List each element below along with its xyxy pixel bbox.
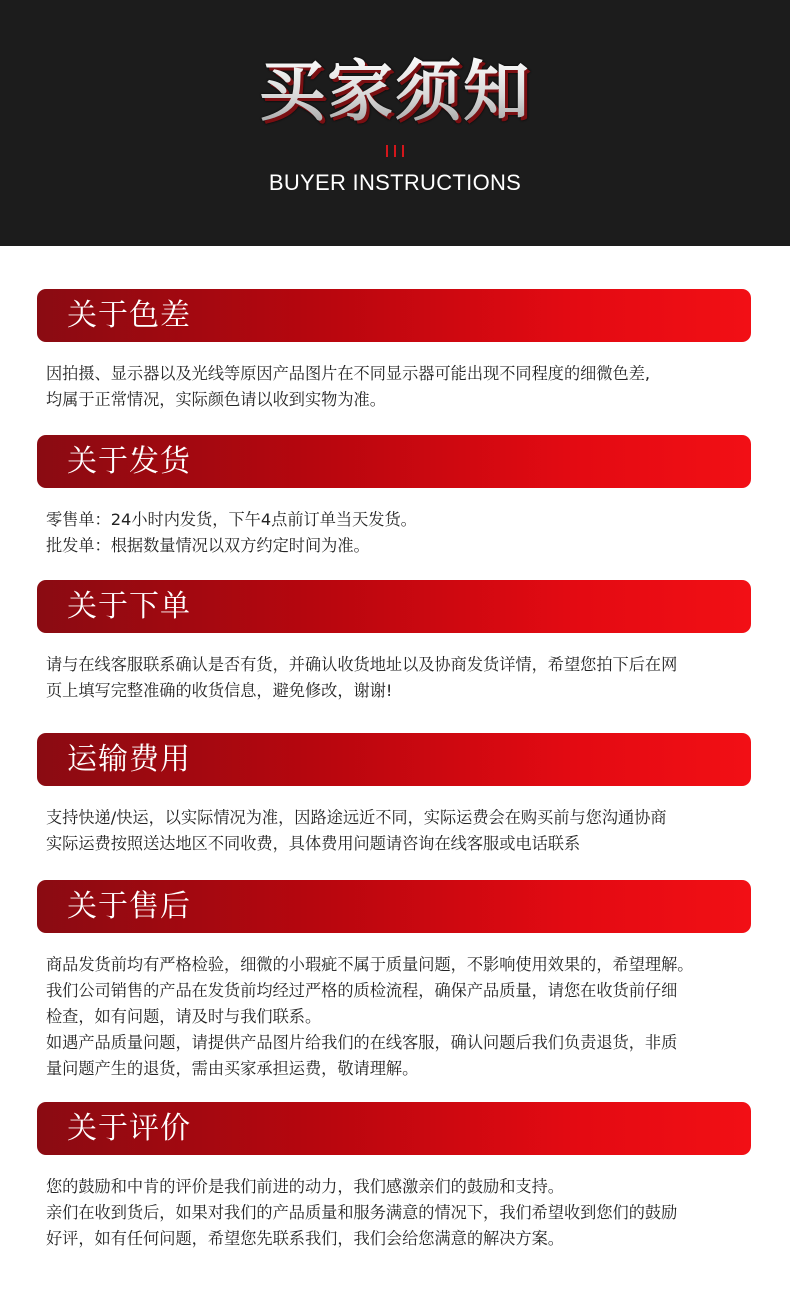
section-header	[37, 1102, 751, 1155]
section-body	[37, 1174, 767, 1252]
page-title: 买家须知	[0, 52, 790, 132]
section-header	[37, 580, 751, 633]
body-line: 均属于正常情况，实际颜色请以收到实物为准。	[46, 390, 386, 409]
section-reviews	[37, 1102, 751, 1252]
section-title: 关于发货	[67, 444, 191, 479]
section-title: 关于下单	[67, 589, 191, 624]
body-line: 好评，如有任何问题，希望您先联系我们，我们会给您满意的解决方案。	[46, 1229, 564, 1248]
section-header	[37, 435, 751, 488]
section-body	[37, 952, 767, 1082]
decorative-divider-icon	[386, 145, 404, 157]
section-shipping-cost	[37, 733, 751, 857]
body-line: 批发单：根据数量情况以双方约定时间为准。	[46, 536, 370, 555]
section-after-sales	[37, 880, 751, 1082]
body-line: 商品发货前均有严格检验，细微的小瑕疵不属于质量问题，不影响使用效果的，希望理解。	[46, 955, 694, 974]
section-header	[37, 880, 751, 933]
body-line: 页上填写完整准确的收货信息，避免修改，谢谢!	[46, 681, 393, 700]
body-line: 请与在线客服联系确认是否有货，并确认收货地址以及协商发货详情，希望您拍下后在网	[46, 655, 678, 674]
body-line: 量问题产生的退货，需由买家承担运费，敬请理解。	[46, 1059, 419, 1078]
section-header	[37, 289, 751, 342]
section-body	[37, 361, 767, 413]
body-line: 支持快递/快运，以实际情况为准，因路途远近不同，实际运费会在购买前与您沟通协商	[46, 808, 667, 827]
section-title: 关于售后	[67, 889, 191, 924]
body-line: 如遇产品质量问题，请提供产品图片给我们的在线客服，确认问题后我们负责退货，非质	[46, 1033, 678, 1052]
header-banner	[0, 0, 790, 246]
body-line: 亲们在收到货后，如果对我们的产品质量和服务满意的情况下，我们希望收到您们的鼓励	[46, 1203, 678, 1222]
body-line: 您的鼓励和中肯的评价是我们前进的动力，我们感激亲们的鼓励和支持。	[46, 1177, 564, 1196]
section-body	[37, 652, 767, 704]
section-ordering	[37, 580, 751, 704]
section-title: 关于评价	[67, 1111, 191, 1146]
body-line: 因拍摄、显示器以及光线等原因产品图片在不同显示器可能出现不同程度的细微色差,	[46, 364, 651, 383]
body-line: 零售单：24小时内发货，下午4点前订单当天发货。	[46, 510, 417, 529]
body-line: 检查，如有问题，请及时与我们联系。	[46, 1007, 322, 1026]
page-subtitle: BUYER INSTRUCTIONS	[268, 170, 522, 195]
section-shipping	[37, 435, 751, 559]
section-body	[37, 805, 767, 857]
section-color-difference	[37, 289, 751, 413]
body-line: 我们公司销售的产品在发货前均经过严格的质检流程，确保产品质量，请您在收货前仔细	[46, 981, 678, 1000]
section-title: 关于色差	[67, 298, 191, 333]
section-header	[37, 733, 751, 786]
section-title: 运输费用	[67, 742, 191, 777]
body-line: 实际运费按照送达地区不同收费，具体费用问题请咨询在线客服或电话联系	[46, 834, 581, 853]
section-body	[37, 507, 767, 559]
